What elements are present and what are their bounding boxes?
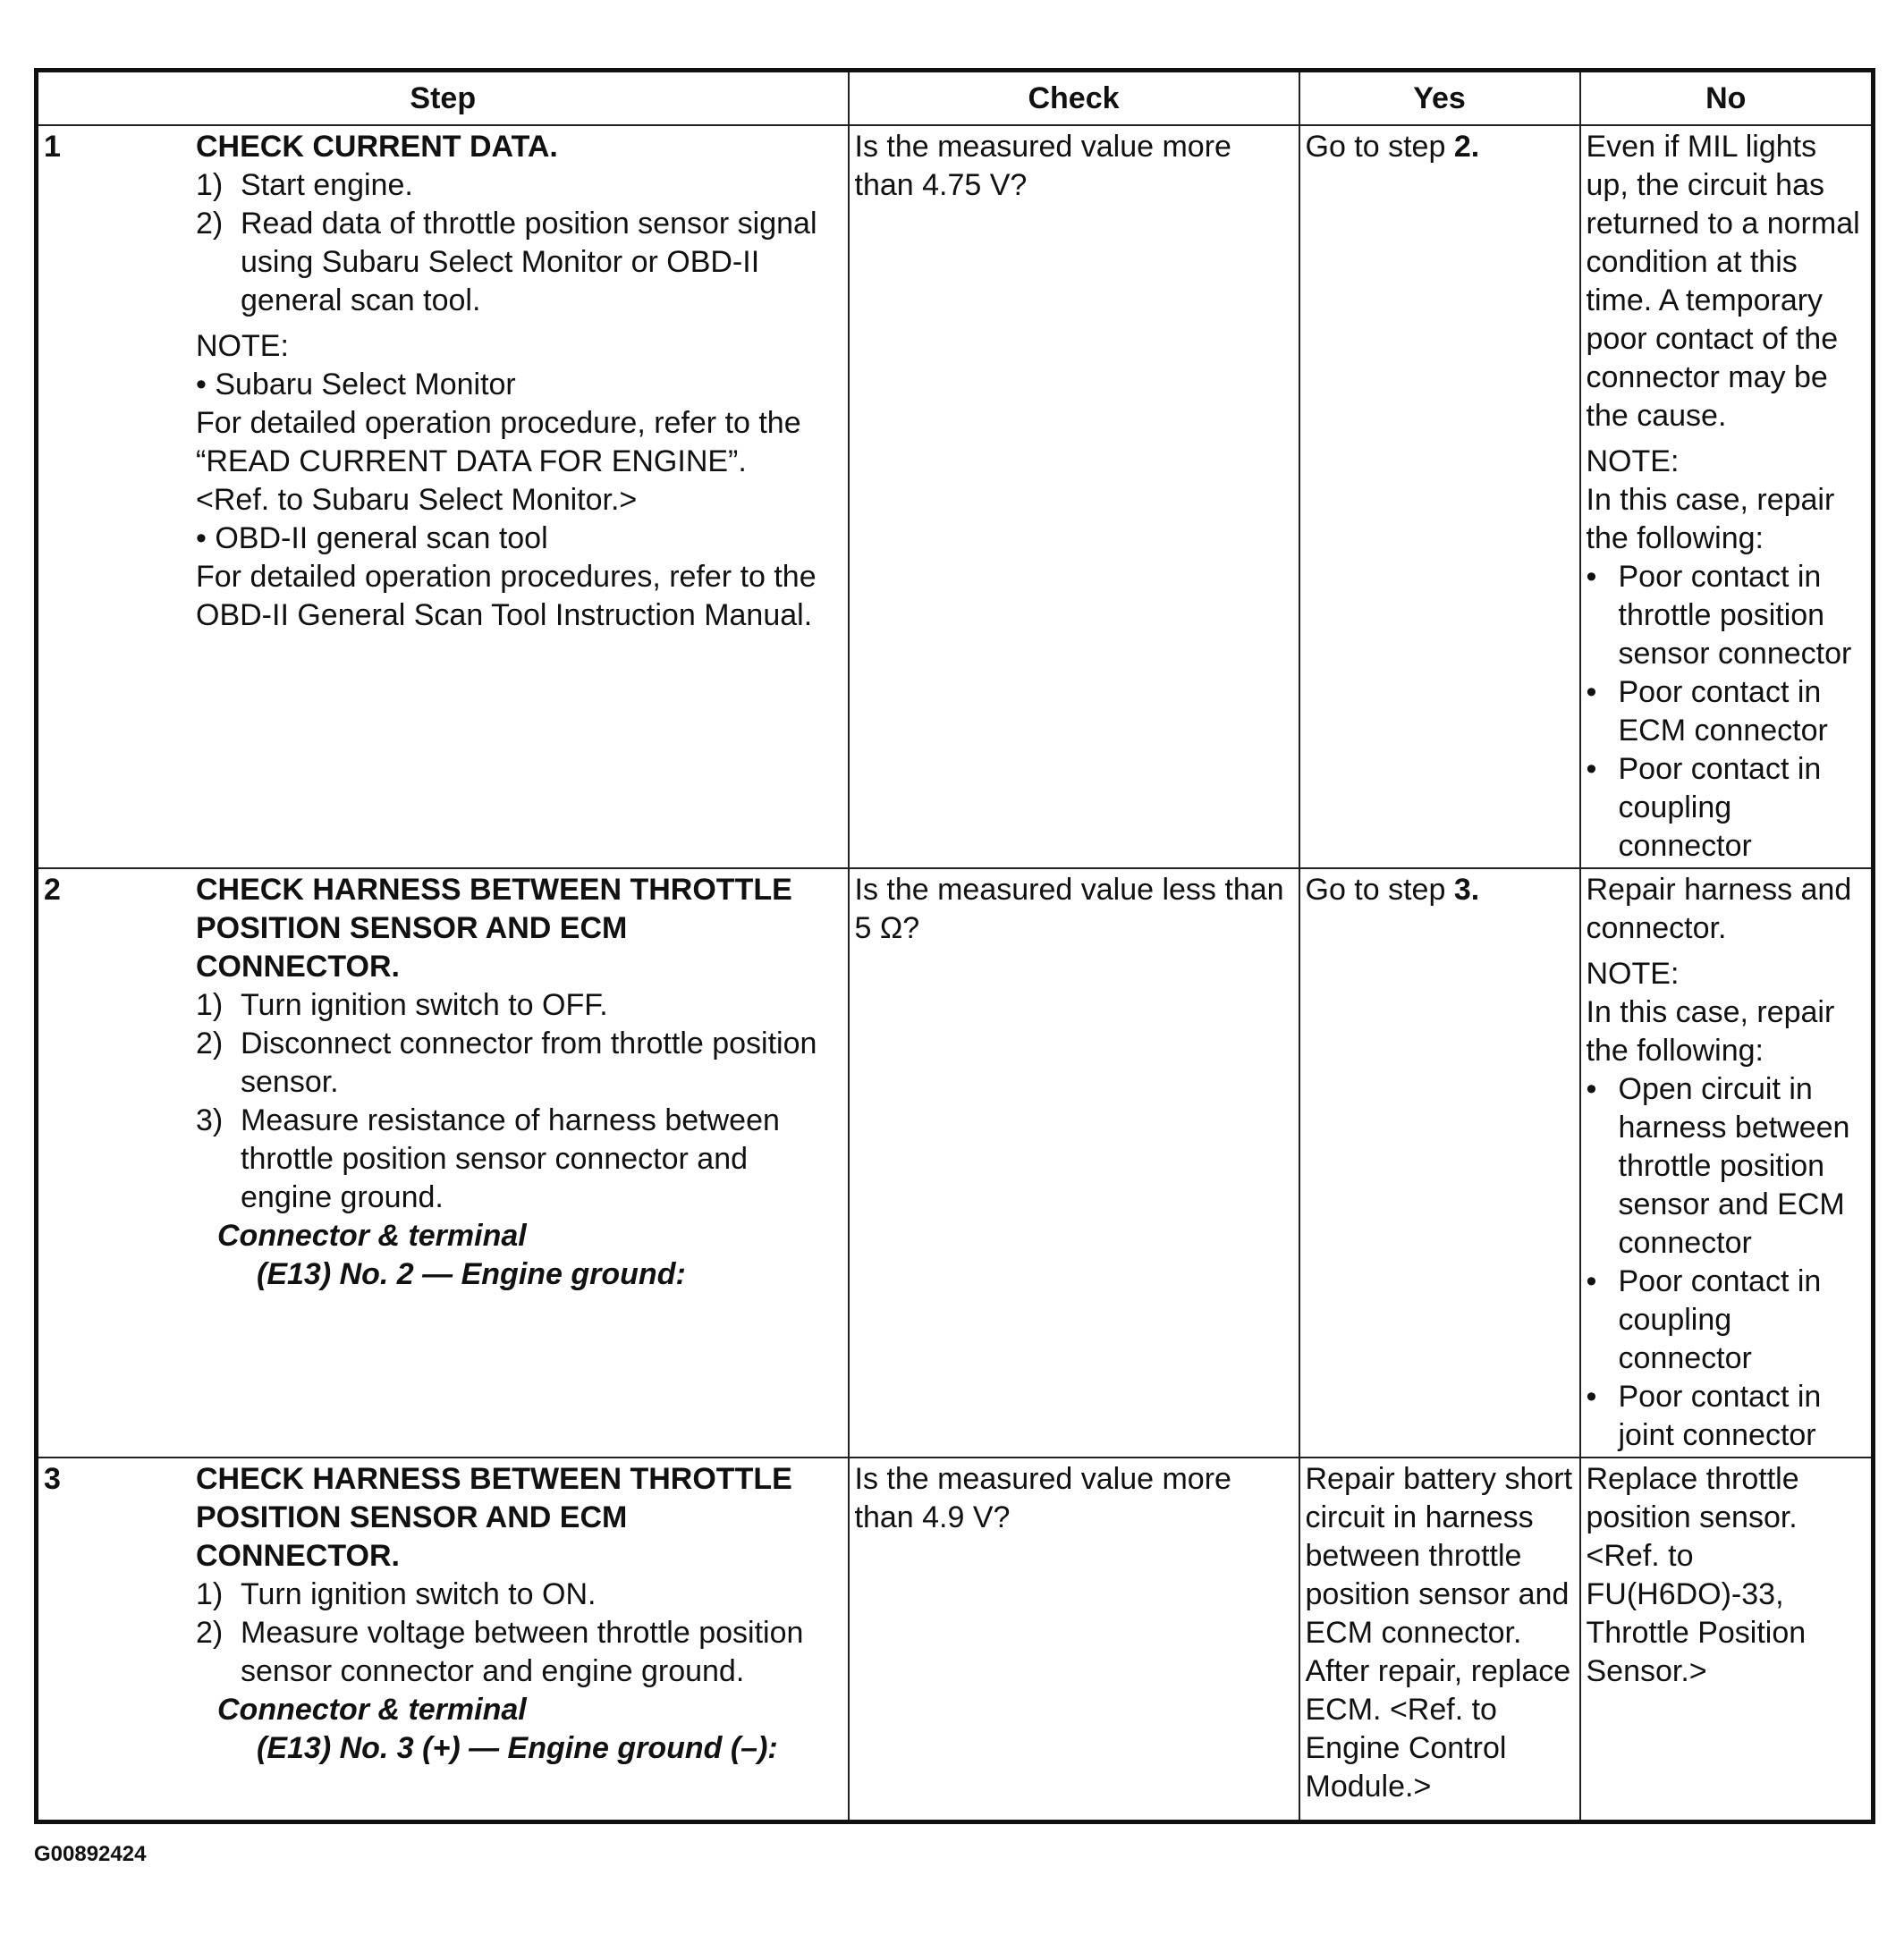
yes-step-ref: 2. <box>1453 130 1480 164</box>
step-title: CHECK HARNESS BETWEEN THROTTLE POSITION SENSOR AND ECM CONNECTOR. <box>196 873 792 984</box>
header-yes: Yes <box>1299 71 1580 126</box>
step-cell <box>37 125 849 868</box>
no-text: Even if MIL lights up, the circuit has returned to a normal condition at this time. A temporary poor contact of the connector may be the cause. <box>1586 130 1860 433</box>
yes-prefix: Go to step <box>1305 873 1454 907</box>
connector-label: Connector & terminal <box>217 1219 527 1253</box>
step-number: 1 <box>44 130 61 164</box>
no-bullet-item: • Poor contact in coupling connector <box>1586 752 1822 863</box>
note-label: NOTE: <box>196 329 289 363</box>
sub-step <box>196 1576 839 1614</box>
step-number: 3 <box>44 1462 61 1496</box>
note-line: For detailed operation procedure, refer to the “READ CURRENT DATA FOR ENGINE”. <box>196 406 801 478</box>
no-cell <box>1580 125 1874 868</box>
diagnostic-table <box>34 68 1875 1824</box>
header-no: No <box>1580 71 1874 126</box>
note-line: <Ref. to Subaru Select Monitor.> <box>196 483 638 517</box>
sub-step-text: Measure voltage between throttle position sensor connector and engine ground. <box>241 1616 804 1688</box>
no-note-label: NOTE: <box>1586 957 1680 991</box>
yes-cell <box>1299 868 1580 1458</box>
header-row <box>37 71 1874 126</box>
sub-step-number: 2) <box>196 1027 224 1060</box>
header-step: Step <box>37 71 849 126</box>
sub-step-text: Read data of throttle position sensor signal using Subaru Select Monitor or OBD-II general scan tool. <box>241 207 817 317</box>
check-cell: Is the measured value less than 5 Ω? <box>849 868 1299 1458</box>
sub-step <box>196 166 839 205</box>
sub-step <box>196 1102 839 1217</box>
no-bullet-item: • Poor contact in coupling connector <box>1586 1264 1822 1375</box>
sub-step-text: Turn ignition switch to OFF. <box>241 988 608 1022</box>
sub-step-text: Start engine. <box>241 168 413 202</box>
no-bullet-item: • Poor contact in joint connector <box>1586 1380 1822 1452</box>
connector-terminal: (E13) No. 2 — Engine ground: <box>257 1257 686 1291</box>
no-note-text: In this case, repair the following: <box>1586 995 1835 1068</box>
sub-step <box>196 205 839 320</box>
table-row <box>37 1458 1874 1822</box>
step-cell <box>37 868 849 1458</box>
no-cell: Replace throttle position sensor. <Ref. to FU(H6DO)-33, Throttle Position Sensor.> <box>1580 1458 1874 1822</box>
sub-step-number: 2) <box>196 207 224 241</box>
no-bullet-item: • Poor contact in ECM connector <box>1586 675 1828 748</box>
yes-cell: Repair battery short circuit in harness between throttle position sensor and ECM connector. After repair, replace ECM. <Ref. to Engine Control Module.> <box>1299 1458 1580 1822</box>
sub-step-text: Disconnect connector from throttle position sensor. <box>241 1027 817 1099</box>
sub-step <box>196 1025 839 1102</box>
header-check: Check <box>849 71 1299 126</box>
no-cell <box>1580 868 1874 1458</box>
sub-step-number: 3) <box>196 1103 224 1137</box>
no-text: Repair harness and connector. <box>1586 873 1852 945</box>
sub-step-number: 1) <box>196 1577 224 1611</box>
check-cell: Is the measured value more than 4.9 V? <box>849 1458 1299 1822</box>
connector-label: Connector & terminal <box>217 1693 527 1727</box>
sub-step-number: 1) <box>196 168 224 202</box>
sub-step <box>196 1614 839 1691</box>
figure-id: G00892424 <box>34 1842 147 1866</box>
no-note-label: NOTE: <box>1586 444 1680 478</box>
sub-step <box>196 986 839 1025</box>
sub-step-text: Turn ignition switch to ON. <box>241 1577 597 1611</box>
step-title: CHECK CURRENT DATA. <box>196 130 558 164</box>
table-row <box>37 868 1874 1458</box>
step-number: 2 <box>44 873 61 907</box>
note-line: For detailed operation procedures, refer to the OBD-II General Scan Tool Instruction Manual. <box>196 560 817 632</box>
sub-step-number: 2) <box>196 1616 224 1650</box>
yes-step-ref: 3. <box>1453 873 1480 907</box>
step-cell <box>37 1458 849 1822</box>
no-bullet-item: • Poor contact in throttle position sensor connector <box>1586 560 1852 671</box>
sub-step-number: 1) <box>196 988 224 1022</box>
connector-terminal: (E13) No. 3 (+) — Engine ground (–): <box>257 1731 778 1765</box>
table-row <box>37 125 1874 868</box>
yes-cell <box>1299 125 1580 868</box>
sub-step-text: Measure resistance of harness between throttle position sensor connector and engine ground. <box>241 1103 780 1214</box>
yes-prefix: Go to step <box>1305 130 1454 164</box>
step-title: CHECK HARNESS BETWEEN THROTTLE POSITION SENSOR AND ECM CONNECTOR. <box>196 1462 792 1573</box>
note-line: • OBD-II general scan tool <box>196 521 548 555</box>
no-note-text: In this case, repair the following: <box>1586 483 1835 555</box>
note-line: • Subaru Select Monitor <box>196 368 516 401</box>
check-cell: Is the measured value more than 4.75 V? <box>849 125 1299 868</box>
no-bullet-item: • Open circuit in harness between throttle position sensor and ECM connector <box>1586 1072 1850 1260</box>
